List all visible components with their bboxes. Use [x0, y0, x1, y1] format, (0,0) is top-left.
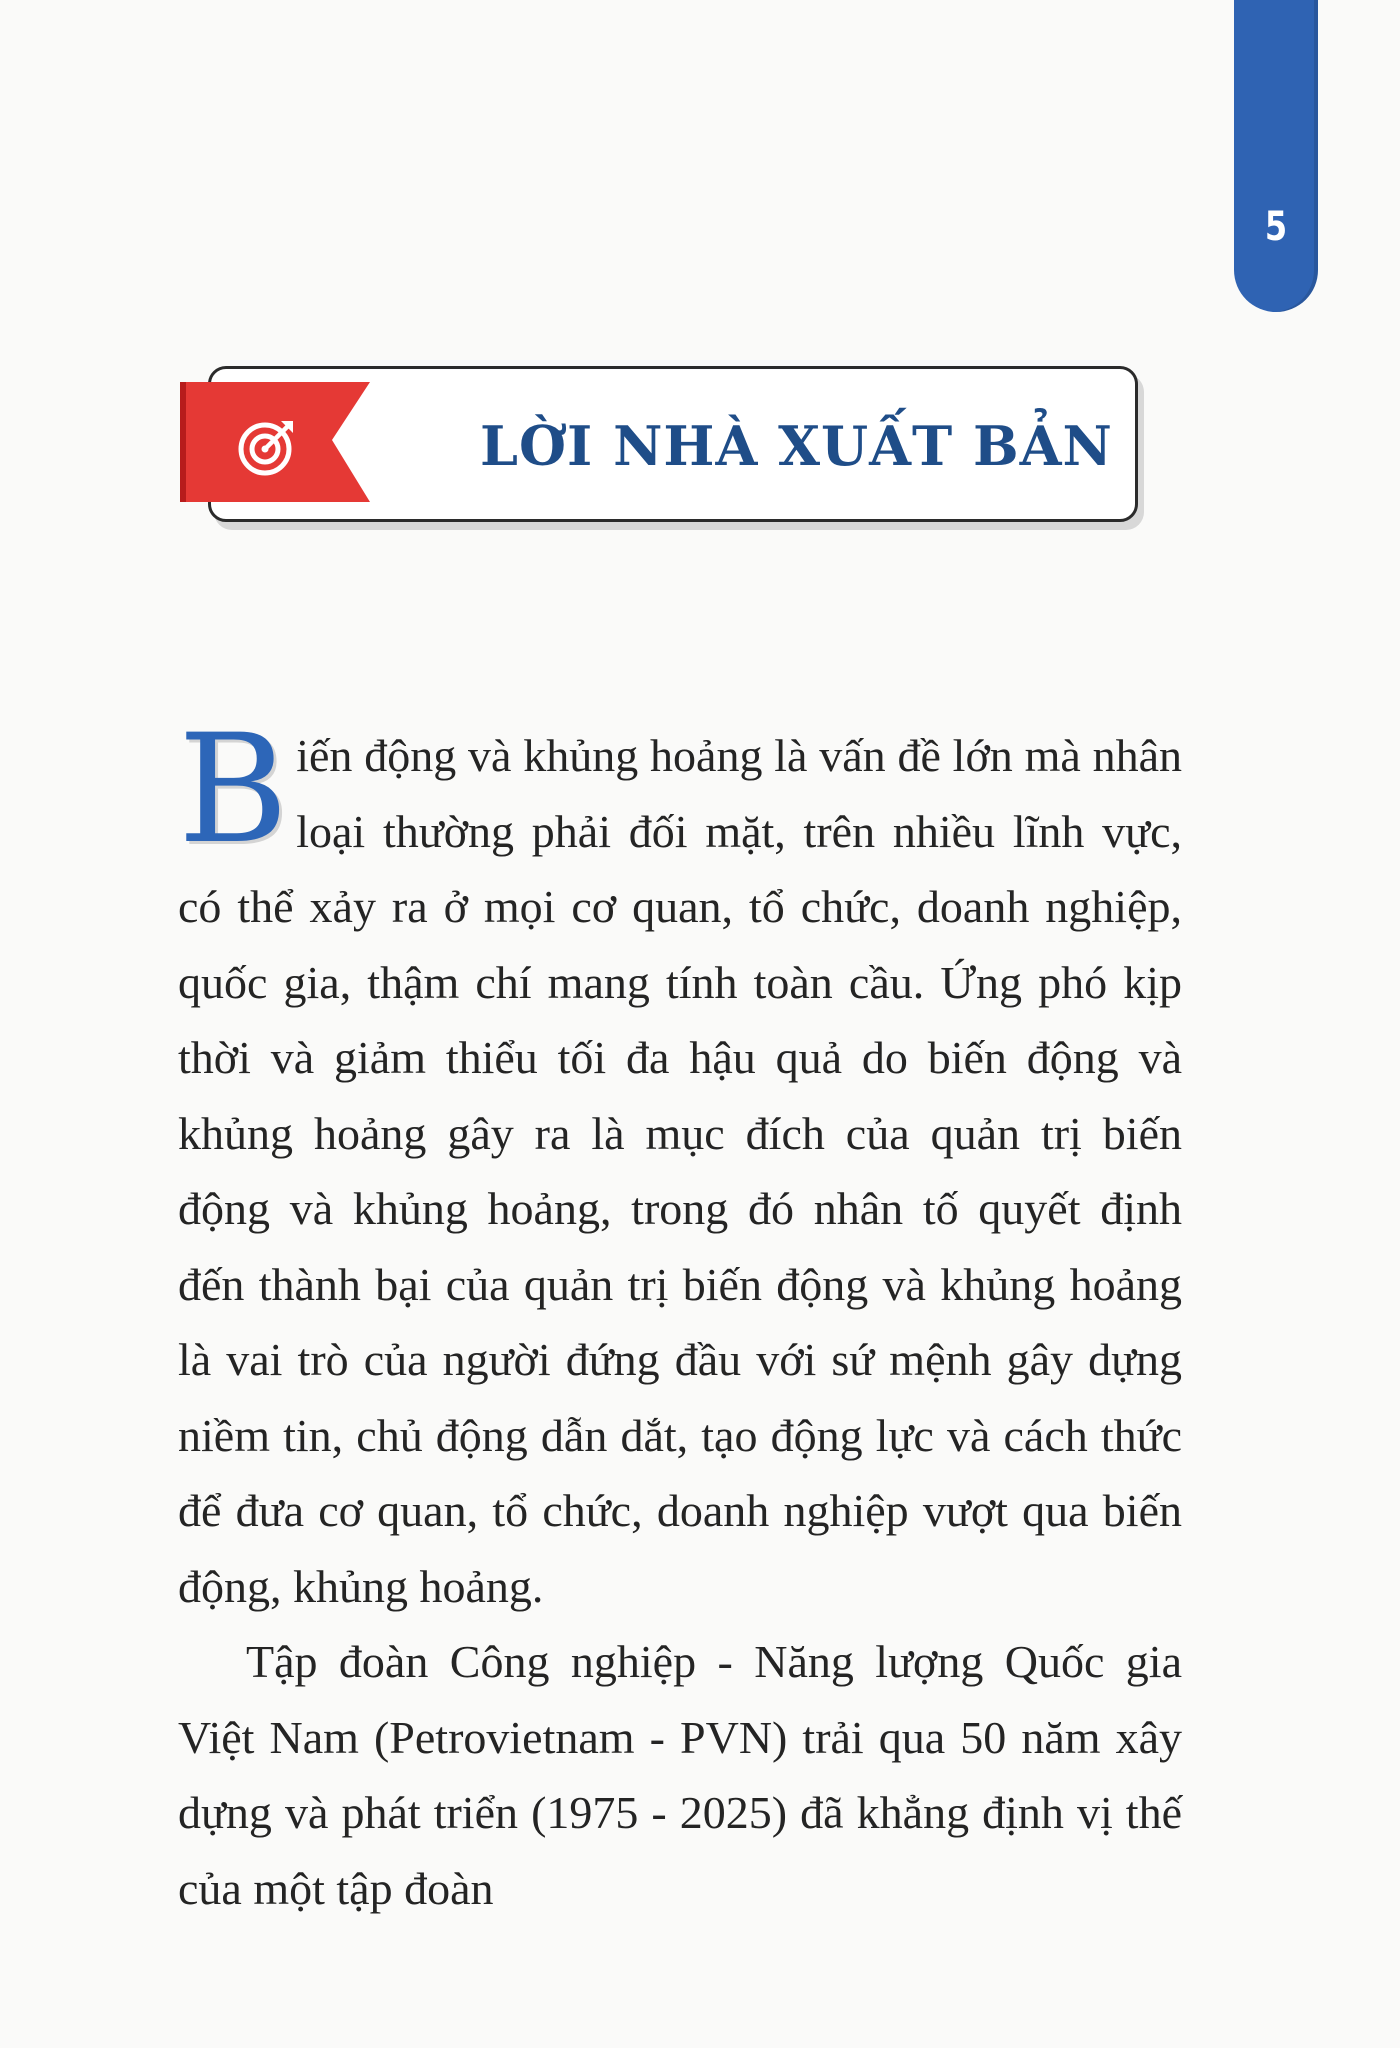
- heading-title: LỜI NHÀ XUẤT BẢN: [480, 414, 1113, 478]
- paragraph-1-text: iến động và khủng hoảng là vấn đề lớn mà nhân loại thường phải đối mặt, trên nhiều lĩnh vực, có thể xảy ra ở mọi cơ quan, tổ chức, doanh nghiệp, quốc gia, thậm chí mang tính toàn cầu. Ứng phó kịp thời và giảm thiểu tối đa hậu quả do biến động và khủng hoảng gây ra là mục đích của quản trị biến động và khủng hoảng, trong đó nhân tố quyết định đến thành bại của quản trị biến động và khủng hoảng là vai trò của người đứng đầu với sứ mệnh gây dựng niềm tin, chủ động dẫn dắt, tạo động lực và cách thức để đưa cơ quan, tổ chức, doanh nghiệp vượt qua biến động, khủng hoảng.: [178, 730, 1182, 1612]
- page-number-tab: [1234, 0, 1318, 312]
- section-heading-banner: [180, 360, 1142, 540]
- paragraph-2: Tập đoàn Công nghiệp - Năng lượng Quốc gia Việt Nam (Petrovietnam - PVN) trải qua 50 năm xây dựng và phát triển (1975 - 2025) đã khẳng định vị thế của một tập đoàn: [178, 1636, 1182, 1914]
- paragraph-1: [178, 703, 1182, 1624]
- page-number: 5: [1264, 204, 1288, 250]
- drop-cap: B: [178, 703, 289, 877]
- target-icon: [236, 416, 298, 478]
- body-text: [178, 703, 1182, 1926]
